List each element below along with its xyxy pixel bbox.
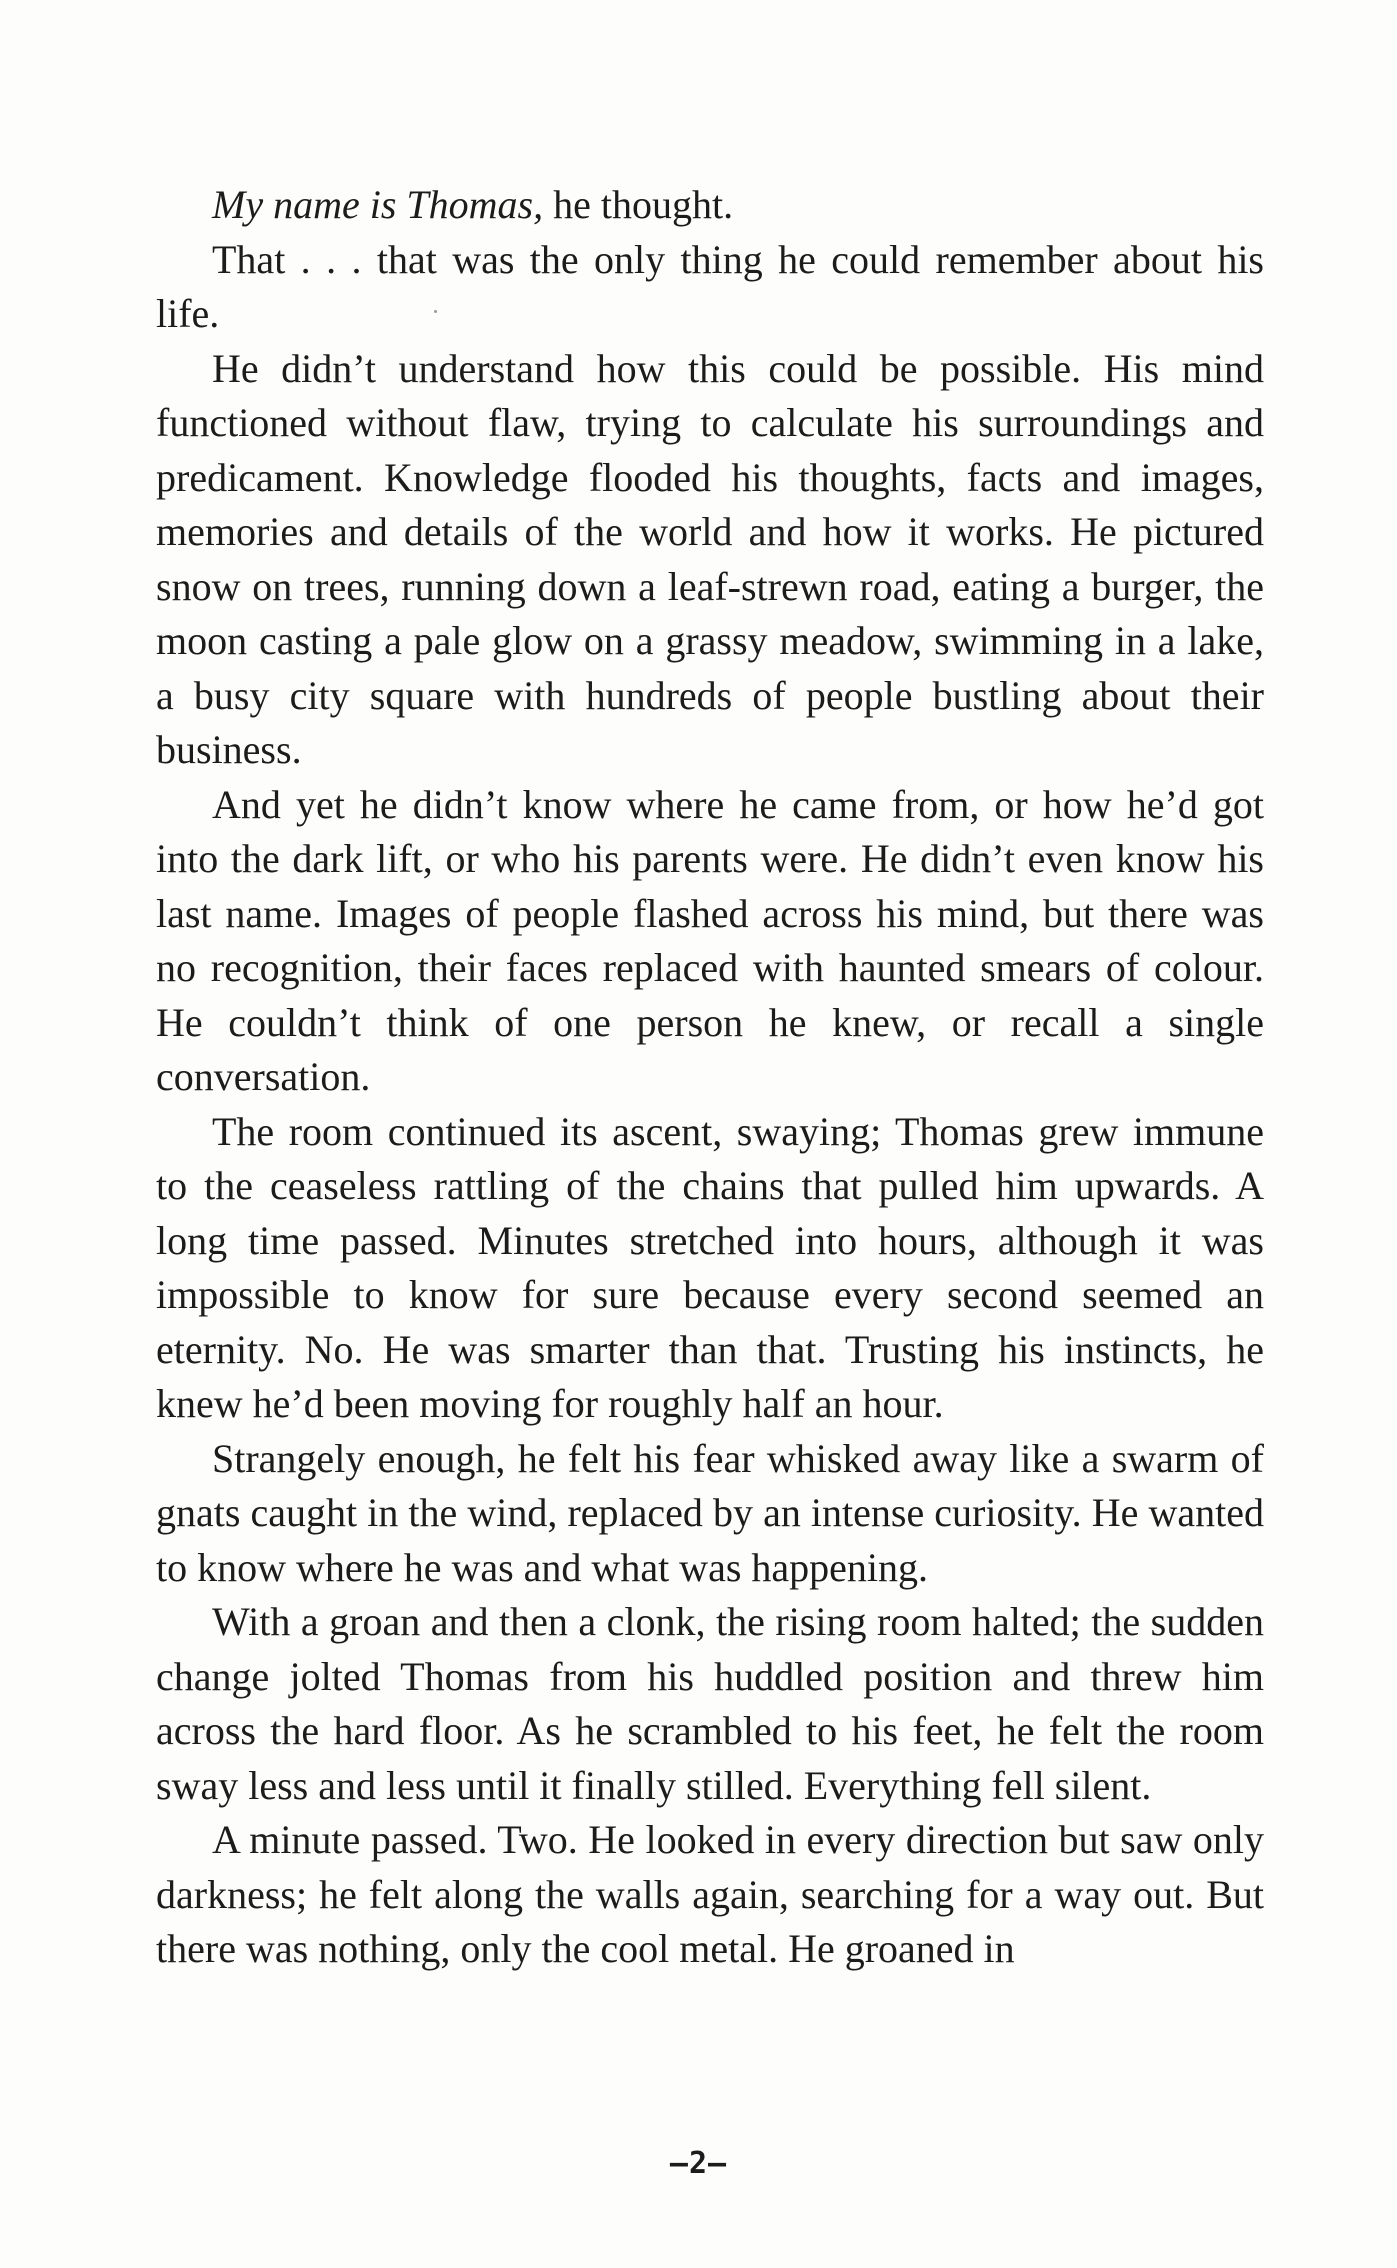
body-text	[156, 178, 1264, 1977]
paragraph	[156, 1813, 1264, 1977]
paragraph-text: And yet he didn’t know where he came from, or how he’d got into the dark lift, or who his parents were. He didn’t even know his last name. Images of people flashed across his mind, but there was no recognition, their faces replaced with haunted smears of colour. He couldn’t think of one person he knew, or recall a single conversation.	[156, 781, 1264, 1099]
paragraph	[156, 778, 1264, 1105]
page-number: –2–	[669, 2146, 728, 2181]
paragraph-text: A minute passed. Two. He looked in every direction but saw only darkness; he felt along the walls again, searching for a way out. But there was nothing, only the cool metal. He groaned in	[156, 1817, 1264, 1971]
italic-thought: My name is Thomas,	[212, 182, 544, 227]
paragraph-text: Strangely enough, he felt his fear whisked away like a swarm of gnats caught in the wind, replaced by an intense curiosity. He wanted to know where he was and what was happening.	[156, 1435, 1264, 1590]
paragraph-text: The room continued its ascent, swaying; Thomas grew immune to the ceaseless rattling of the chains that pulled him upwards. A long time passed. Minutes stretched into hours, although it was impossible to know for sure because every second seemed an eternity. No. He was smarter than that. Trusting his instincts, he knew he’d been moving for roughly half an hour.	[156, 1108, 1264, 1426]
paragraph	[156, 1595, 1264, 1813]
paragraph-text: he thought.	[543, 182, 734, 227]
paragraph	[156, 178, 1264, 233]
paragraph	[156, 1432, 1264, 1596]
paragraph-text: That . . . that was the only thing he could remember about his life.	[156, 236, 1264, 336]
paragraph	[156, 233, 1264, 342]
paragraph	[156, 1105, 1264, 1432]
paragraph-text: With a groan and then a clonk, the rising room halted; the sudden change jolted Thomas from his huddled position and threw him across the hard floor. As he scrambled to his feet, he felt the room sway less and less until it finally stilled. Everything fell silent.	[156, 1599, 1264, 1808]
paragraph	[156, 342, 1264, 778]
paragraph-text: He didn’t understand how this could be possible. His mind functioned without flaw, trying to calculate his surroundings and predicament. Knowledge flooded his thoughts, facts and images, memories and details of the world and how it works. He pictured snow on trees, running down a leaf-strewn road, eating a burger, the moon casting a pale glow on a grassy meadow, swimming in a lake, a busy city square with hundreds of people bustling about their business.	[156, 345, 1264, 772]
